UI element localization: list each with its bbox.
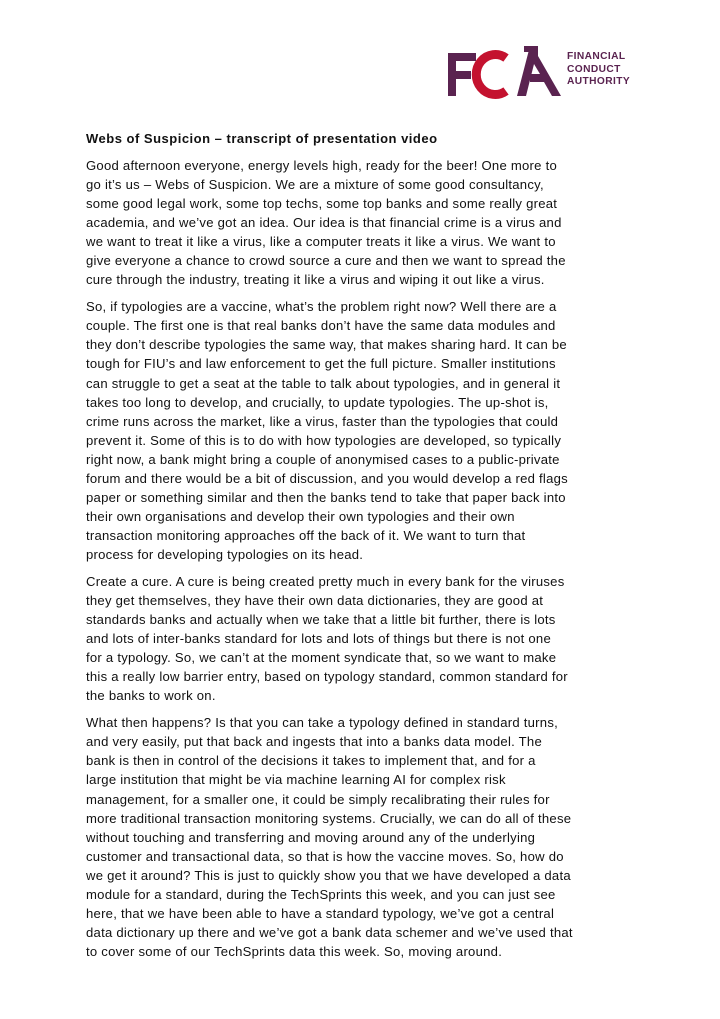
paragraph-line: academia, and we’ve got an idea. Our idea is that financial crime is a virus and bbox=[86, 215, 562, 231]
paragraph-line: they get themselves, they have their own data dictionaries, they are good at bbox=[86, 593, 544, 609]
paragraph-line: for a typology. So, we can’t at the moment syndicate that, so we want to make bbox=[86, 650, 557, 666]
paragraph-2 bbox=[86, 297, 642, 564]
paragraph-line: we want to treat it like a virus, like a computer treats it like a virus. We want to bbox=[86, 234, 556, 250]
paragraph-line: takes too long to develop, and crucially, to update typologies. The up-shot is, bbox=[86, 394, 549, 410]
paragraph-line: here, that we have been able to have a standard typology, we’ve got a central bbox=[86, 905, 555, 921]
paragraph-line: Good afternoon everyone, energy levels high, ready for the beer! One more to bbox=[86, 158, 558, 173]
paragraph-line: can struggle to get a seat at the table to talk about typologies, and in general it bbox=[86, 375, 561, 391]
document-body bbox=[86, 130, 642, 969]
paragraph-3 bbox=[86, 572, 642, 705]
paragraph-line: bank is then in control of the decisions it takes to implement that, and for a bbox=[86, 753, 536, 769]
paragraph-line: without touching and transferring and moving around any of the underlying bbox=[86, 829, 536, 845]
paragraph-line: prevent it. Some of this is to do with how typologies are developed, so typically bbox=[86, 432, 562, 448]
paragraph-line: So, if typologies are a vaccine, what’s the problem right now? Well there are a bbox=[86, 299, 557, 315]
paragraph-line: some good legal work, some top techs, some top banks and some really great bbox=[86, 196, 558, 212]
fca-logo bbox=[448, 46, 638, 102]
paragraph-line: and very easily, put that back and ingests that into a banks data model. The bbox=[86, 734, 542, 750]
logo-line-financial: FINANCIAL bbox=[567, 51, 626, 62]
document-title: Webs of Suspicion – transcript of presentation video bbox=[86, 131, 438, 146]
paragraph-line: module for a standard, during the TechSprints this week, and you can just see bbox=[86, 886, 556, 902]
paragraph-line: the banks to work on. bbox=[86, 688, 216, 704]
paragraph-line: and lots of inter-banks standard for lots and lots of things but there is not one bbox=[86, 631, 551, 647]
paragraph-line: tough for FIU’s and law enforcement to get the full picture. Smaller institutions bbox=[86, 356, 556, 372]
paragraph-line: large institution that might be via machine learning AI for complex risk bbox=[86, 772, 506, 788]
paragraph-line: their own organisations and develop their own typologies and their own bbox=[86, 508, 515, 524]
paragraph-4 bbox=[86, 713, 642, 961]
paragraph-line: crime runs across the market, like a virus, faster than the typologies that could bbox=[86, 413, 559, 429]
paragraph-line: What then happens? Is that you can take a typology defined in standard turns, bbox=[86, 715, 559, 731]
paragraph-line: data dictionary up there and we’ve got a bank data schemer and we’ve used that bbox=[86, 924, 573, 940]
paragraph-line: this a really low barrier entry, based on typology standard, common standard for bbox=[86, 669, 568, 685]
fca-logo-mark bbox=[448, 46, 564, 102]
logo-line-authority: AUTHORITY bbox=[567, 76, 631, 88]
paragraph-line: paper or something similar and then the banks tend to take that paper back into bbox=[86, 489, 566, 505]
paragraph-line: right now, a bank might bring a couple of anonymised cases to a public-private bbox=[86, 451, 560, 467]
paragraph-line: we get it around? This is just to quickly show you that we have developed a data bbox=[86, 867, 571, 883]
logo-line-conduct: CONDUCT bbox=[567, 63, 621, 75]
paragraph-line: go it’s us – Webs of Suspicion. We are a mixture of some good consultancy, bbox=[86, 177, 544, 193]
paragraph-line: management, for a smaller one, it could be simply recalibrating their rules for bbox=[86, 791, 550, 807]
paragraph-line: standards banks and actually when we take that a little bit further, there is lots bbox=[86, 612, 556, 628]
paragraph-line: customer and transactional data, so that is how the vaccine moves. So, how do bbox=[86, 848, 564, 864]
paragraph-line: they don’t describe typologies the same way, that makes sharing hard. It can be bbox=[86, 337, 567, 353]
paragraph-1 bbox=[86, 156, 642, 289]
paragraph-line: Create a cure. A cure is being created pretty much in every bank for the viruses bbox=[86, 573, 565, 589]
paragraph-line: cure through the industry, treating it like a virus and wiping it out like a virus. bbox=[86, 272, 545, 288]
paragraph-line: forum and there would be a bit of discussion, and you would develop a red flags bbox=[86, 470, 568, 486]
paragraph-line: more traditional transaction monitoring systems. Crucially, we can do all of these bbox=[86, 810, 572, 826]
paragraph-line: give everyone a chance to crowd source a cure and then we want to spread the bbox=[86, 253, 566, 269]
paragraph-line: transaction monitoring approaches off the back of it. We want to turn that bbox=[86, 527, 526, 543]
fca-logo-wordmark bbox=[567, 51, 630, 89]
paragraph-line: to cover some of our TechSprints data this week. So, moving around. bbox=[86, 943, 503, 959]
paragraph-line: couple. The first one is that real banks don’t have the same data modules and bbox=[86, 318, 556, 334]
paragraph-line: process for developing typologies on its head. bbox=[86, 546, 364, 562]
